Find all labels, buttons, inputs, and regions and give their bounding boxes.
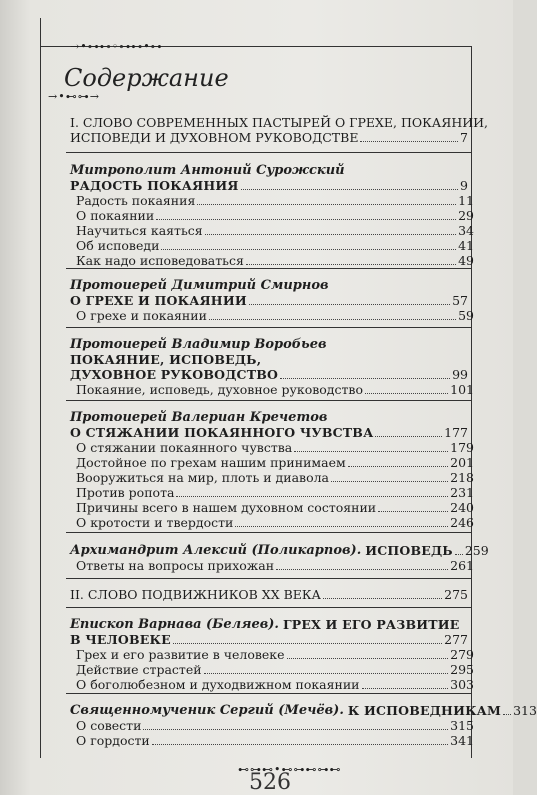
author-name: Архимандрит Алексий (Поликарпов). [70,543,362,558]
author-name: Священномученик Сергий (Мечёв). [70,703,344,718]
toc-entry[interactable]: Ответы на вопросы прихожан 261 [76,558,474,573]
toc-entry[interactable]: Как надо исповедоваться 49 [76,253,474,268]
page-ref: 7 [460,130,468,145]
page-title: Содержание [64,64,229,92]
toc-entry[interactable]: О кротости и твердости 246 [76,515,474,530]
toc-entry[interactable]: Причины всего в нашем духовном состоянии 240 [76,500,474,515]
toc-entry[interactable]: О покаянии 29 [76,208,474,223]
toc-group-vorobyev [70,337,474,397]
toc-main-entry[interactable]: О ГРЕХЕ И ПОКАЯНИИ 57 [70,293,468,308]
toc-group-antony [70,163,474,268]
toc-entry[interactable]: Радость покаяния 11 [76,193,474,208]
toc-main-entry[interactable]: О СТЯЖАНИИ ПОКАЯННОГО ЧУВСТВА 177 [70,425,468,440]
bottom-ornament: ⊷⊶⊷•⊷⊶⊷⊶⊷ [238,763,342,776]
toc-section-2[interactable]: II. СЛОВО ПОДВИЖНИКОВ XX ВЕКА 275 [70,587,468,602]
toc-entry[interactable]: Об исповеди 41 [76,238,474,253]
divider [66,578,471,579]
section-1-title-line1: I. СЛОВО СОВРЕМЕННЫХ ПАСТЫРЕЙ О ГРЕХЕ, ПОКАЯНИИ, [70,115,489,130]
toc-group-krechetov [70,410,474,530]
divider [66,268,471,269]
toc-entry[interactable]: Научиться каяться 34 [76,223,474,238]
divider [66,693,471,694]
toc-entry[interactable]: О грехе и покаянии 59 [76,308,474,323]
toc-entry[interactable]: Грех и его развитие в человеке 279 [76,647,474,662]
main-title-line1: ГРЕХ И ЕГО РАЗВИТИЕ [282,617,460,632]
toc-entry[interactable]: Покаяние, исповедь, духовное руководство 101 [76,382,474,397]
toc-group-varnava [70,617,474,692]
divider [66,400,471,401]
author-name: Протоиерей Димитрий Смирнов [70,278,329,293]
toc-group-smirnov [70,278,474,323]
toc-entry[interactable]: Вооружиться на мир, плоть и диавола 218 [76,470,474,485]
top-ornament: →•⊶⊷◦⊶⊷•⊶ [70,40,163,53]
toc-entry[interactable]: Достойное по грехам нашим принимаем 201 [76,455,474,470]
divider [66,607,471,608]
toc-main-entry[interactable]: РАДОСТЬ ПОКАЯНИЯ 9 [70,178,468,193]
toc-group-alexy [70,543,489,573]
toc-main-entry[interactable]: В ЧЕЛОВЕКЕ 277 [70,632,468,647]
toc-entry[interactable]: Против ропота 231 [76,485,474,500]
toc-entry[interactable]: О гордости 341 [76,733,474,748]
toc-section-1[interactable] [70,115,489,145]
toc-main-entry[interactable]: Архимандрит Алексий (Поликарпов). ИСПОВЕДЬ 259 [70,543,489,558]
leader-dots [360,141,458,142]
author-name: Протоиерей Валериан Кречетов [70,410,328,425]
main-title-line1: ПОКАЯНИЕ, ИСПОВЕДЬ, [70,352,262,367]
section-1-title-line2: ИСПОВЕДИ И ДУХОВНОМ РУКОВОДСТВЕ [70,130,359,145]
toc-entry[interactable]: О совести 315 [76,718,474,733]
toc-entry[interactable]: О стяжании покаянного чувства 179 [76,440,474,455]
section-2-title: II. СЛОВО ПОДВИЖНИКОВ XX ВЕКА [70,587,322,602]
divider [66,152,471,153]
page-number: 526 [249,770,291,795]
divider [66,327,471,328]
toc-main-entry[interactable]: ДУХОВНОЕ РУКОВОДСТВО 99 [70,367,468,382]
toc-entry[interactable]: О боголюбезном и духодвижном покаянии 303 [76,677,474,692]
toc-group-sergy [70,703,537,748]
author-name: Протоиерей Владимир Воробьев [70,337,327,352]
title-ornament: →•⊷⊶→ [48,90,100,103]
toc-entry[interactable]: Действие страстей 295 [76,662,474,677]
toc-main-entry[interactable]: Священномученик Сергий (Мечёв). К ИСПОВЕДНИКАМ 313 [70,703,537,718]
author-name: Митрополит Антоний Сурожский [70,163,345,178]
author-name: Епископ Варнава (Беляев). [70,617,279,632]
divider [66,532,471,533]
left-border-line [40,18,41,758]
